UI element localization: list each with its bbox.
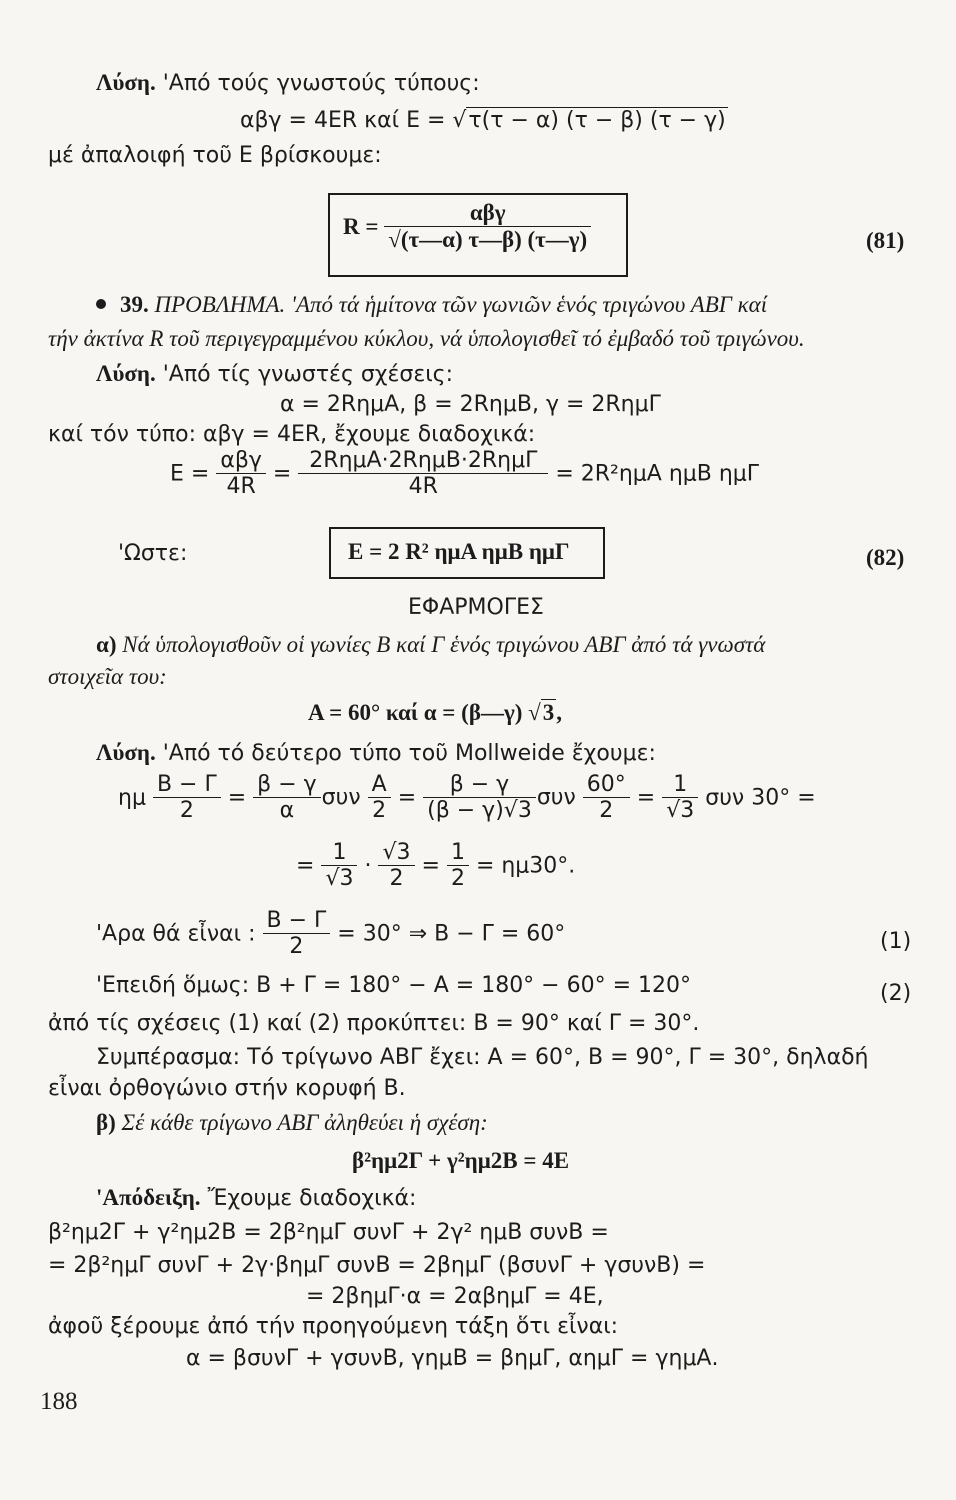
section-heading: ΕΦΑΡΜΟΓΕΣ [408, 595, 544, 620]
equation-tag-81: (81) [866, 228, 905, 253]
problem-39-line2: τήν ἀκτίνα R τοῦ περιγεγραμμένου κύκλου, νά ὑπολογισθεῖ τό ἐμβαδό τοῦ τριγώνου. [48, 326, 805, 351]
text-line: ἀπό τίς σχέσεις (1) καί (2) προκύπτει: B = 90° καί Γ = 30°. [48, 1011, 700, 1036]
formula-81: R = $\frac{\text{αβγ}}{√(\tau—\alpha) \tau—\beta) (\tau—\gamma)}$ [343, 200, 591, 254]
text-line: καί τόν τύπο: αβγ = 4ER, ἔχουμε διαδοχικά: [48, 422, 536, 447]
solution-intro: Λύση. 'Από τούς γνωστούς τύπους: [96, 70, 480, 96]
bullet-icon [96, 299, 106, 309]
text-line: 'Επειδή ὅμως: B + Γ = 180° − A = 180° − 60° = 120° [96, 973, 692, 998]
sine-law-relations: α = 2RημΑ, β = 2RημΒ, γ = 2RημΓ [280, 392, 661, 417]
solution-intro-3: Λύση. 'Από τό δεύτερο τύπο τοῦ Mollweide ἔχουμε: [96, 740, 656, 766]
formula-area: αβγ = 4ER καί E = √τ(τ − α) (τ − β) (τ − γ) [240, 108, 726, 133]
problem-39-line1: 39. ΠΡΟΒΛΗΜΑ. 'Από τά ἡμίτονα τῶν γωνιῶν ἑνός τριγώνου ΑΒΓ καί [96, 292, 767, 318]
proof-intro: 'Απόδειξη. Ἔχουμε διαδοχικά: [96, 1185, 417, 1211]
equation-tag-82: (82) [866, 545, 905, 570]
equation-tag-1: (1) [880, 929, 912, 954]
result-line: 'Αρα θά εἶναι : $\frac{B - \Gamma}{2}$ = 30° ⇒ B − Γ = 60° [96, 908, 566, 960]
page-number: 188 [40, 1388, 78, 1415]
equation-tag-2: (2) [880, 981, 912, 1006]
conclusion-line2: εἶναι ὀρθογώνιο στήν κορυφή Β. [48, 1076, 406, 1101]
given-data: A = 60° καί α = (β—γ) √3, [308, 700, 562, 725]
proof-line: = 2βημΓ·α = 2αβημΓ = 4E, [306, 1284, 604, 1309]
formula-82: E = 2 R² ημΑ ημΒ ημΓ [348, 539, 570, 564]
text-line: μέ ἀπαλοιφή τοῦ E βρίσκουμε: [48, 143, 382, 168]
application-a-line2: στοιχεῖα του: [48, 664, 167, 689]
proof-line: β²ημ2Γ + γ²ημ2Β = 2β²ημΓ συνΓ + 2γ² ημΒ συνΒ = [48, 1220, 609, 1245]
sqrt: √τ(τ − α) (τ − β) (τ − γ) [452, 108, 726, 133]
conclusion-line1: Συμπέρασμα: Τό τρίγωνο ΑΒΓ ἔχει: A = 60°, B = 90°, Γ = 30°, δηλαδή [96, 1045, 869, 1070]
solution-label: Λύση. [96, 70, 156, 95]
solution-intro-2: Λύση. 'Από τίς γνωστές σχέσεις: [96, 361, 454, 387]
proof-line: α = βσυνΓ + γσυνΒ, γημΒ = βημΓ, αημΓ = γημΑ. [186, 1346, 719, 1371]
relation: β²ημ2Γ + γ²ημ2Β = 4E [352, 1148, 570, 1173]
application-b: β) Σέ κάθε τρίγωνο ΑΒΓ ἀληθεύει ἡ σχέση: [96, 1110, 488, 1135]
mollweide-derivation-2: = $\frac{1}{√3}$ · $\frac{√3}{2}$ = $\frac{1}{2}$ = ημ30°. [296, 840, 576, 892]
area-derivation: E = $\frac{\text{αβγ}}{4R}$ = $\frac{\text{2RημΑ·2RημΒ·2RημΓ}}{4R}$ = 2R²ημΑ ημΒ ημΓ [170, 448, 760, 500]
proof-line: = 2β²ημΓ συνΓ + 2γ·βημΓ συνΒ = 2βημΓ (βσυνΓ + γσυνΒ) = [48, 1253, 706, 1278]
proof-line: ἀφοῦ ξέρουμε ἀπό τήν προηγούμενη τάξη ὅτι εἶναι: [48, 1314, 619, 1339]
therefore-label: 'Ωστε: [118, 541, 188, 566]
application-a-line1: α) Νά ὑπολογισθοῦν οἱ γωνίες Β καί Γ ἑνός τριγώνου ΑΒΓ ἀπό τά γνωστά [96, 632, 766, 657]
mollweide-derivation: ημ $\frac{B - \Gamma}{2}$ = $\frac{\beta - \gamma}{\alpha}$ συν $\frac{A}{2}$ = $\frac{\beta - \gamma}{(\beta - \gamma)√3}$ συν $\frac{60^\circ}{2}$ = $\frac{1}{√3}$ συν 30° = [118, 772, 816, 824]
